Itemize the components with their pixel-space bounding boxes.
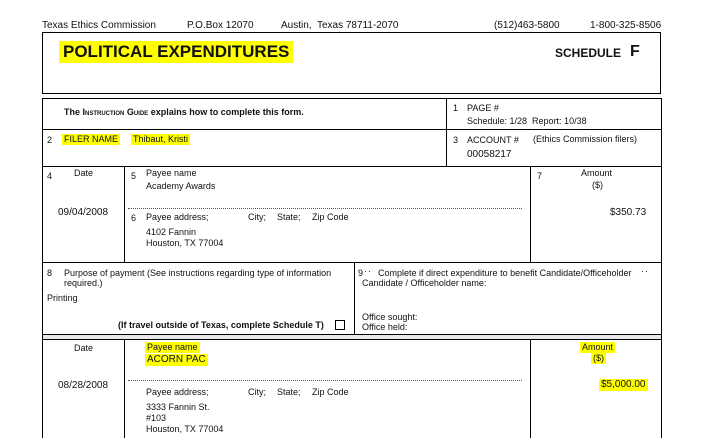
account-note: (Ethics Commission filers) — [533, 134, 638, 144]
purpose-num: 8 — [47, 268, 53, 278]
payee-dotted-rule — [128, 208, 522, 209]
amount-label: Amount — [581, 168, 613, 178]
instruction-text: The Instruction Guide explains how to complete this form. — [64, 107, 304, 117]
entry2-amount-label: Amount — [582, 342, 614, 352]
org-name: Texas Ethics Commission — [42, 20, 156, 31]
rule-3 — [42, 166, 662, 167]
schedule-letter: F — [630, 43, 640, 60]
travel-checkbox[interactable] — [335, 320, 345, 330]
entry2-payee: ACORN PAC — [147, 354, 206, 365]
entry2-date: 08/28/2008 — [58, 380, 109, 391]
account-value: 00058217 — [467, 149, 512, 160]
entry2-state-label: State; — [277, 387, 301, 397]
page-divider — [446, 98, 447, 166]
office-held-label: Office held: — [362, 322, 408, 332]
payee-label: Payee name — [146, 168, 197, 178]
page-value: Schedule: 1/28 Report: 10/38 — [467, 116, 587, 126]
account-num: 3 — [453, 135, 459, 145]
state-label: State; — [277, 212, 301, 222]
office-sought-label: Office sought: — [362, 312, 418, 322]
city-address: Austin, Texas 78711-2070 — [281, 20, 399, 31]
form-right-border — [661, 98, 662, 438]
entry1-addr-line1: 4102 Fannin — [146, 227, 197, 237]
rule-6 — [42, 339, 662, 340]
entry2-city-label: City; — [248, 387, 266, 397]
entry2-addr-label: Payee address; — [146, 387, 209, 397]
entry2-addr-line1: 3333 Fannin St. — [146, 402, 210, 412]
phone-tollfree: 1-800-325-8506 — [590, 20, 662, 31]
city-label: City; — [248, 212, 266, 222]
purpose-label-2: required.) — [64, 278, 103, 288]
form-title: POLITICAL EXPENDITURES — [59, 41, 293, 63]
entry1-payee: Academy Awards — [146, 181, 216, 191]
addr-num: 6 — [131, 213, 137, 223]
account-label: ACCOUNT # — [467, 135, 519, 145]
travel-note: (If travel outside of Texas, complete Schedule T) — [118, 320, 324, 330]
candidate-name-label: Candidate / Officeholder name: — [362, 278, 487, 288]
purpose-label: Purpose of payment (See instructions regarding type of information — [64, 268, 332, 278]
amount-divider — [530, 166, 531, 262]
page-label: PAGE # — [467, 103, 499, 113]
candidate-num: 9 — [358, 268, 364, 278]
entry2-amount-divider — [530, 339, 531, 438]
candidate-label: Complete if direct expenditure to benefit Candidate/Officeholder — [378, 268, 632, 278]
entry2-zip-label: Zip Code — [312, 387, 349, 397]
date-divider — [124, 166, 125, 262]
entry2-payee-label: Payee name — [147, 342, 198, 352]
filer-name: Thibaut, Kristi — [133, 134, 189, 144]
amount-num: 7 — [537, 171, 543, 181]
po-box: P.O.Box 12070 — [187, 20, 254, 31]
top-rule — [42, 98, 662, 99]
candidate-divider — [354, 262, 355, 334]
form-left-border — [42, 98, 43, 438]
entry1-addr-line2: Houston, TX 77004 — [146, 238, 224, 248]
payee-num: 5 — [131, 171, 137, 181]
filer-num: 2 — [47, 135, 53, 145]
addr-label: Payee address; — [146, 212, 209, 222]
rule-4 — [42, 262, 662, 263]
entry2-addr-line2: #103 — [146, 413, 167, 423]
entry2-dotted-rule — [128, 380, 522, 381]
phone-local: (512)463-5800 — [494, 20, 560, 31]
date-num: 4 — [47, 171, 53, 181]
candidate-dots-end: ·· — [641, 266, 649, 276]
date-label: Date — [74, 168, 94, 178]
page-num: 1 — [453, 103, 459, 113]
candidate-dots: ·· — [364, 266, 372, 276]
entry1-purpose: Printing — [47, 293, 78, 303]
entry2-amount: $5,000.00 — [601, 379, 646, 390]
entry1-amount: $350.73 — [610, 207, 647, 218]
schedule-label: SCHEDULE — [555, 46, 622, 60]
amount-unit: ($) — [592, 180, 603, 190]
entry2-amount-unit: ($) — [593, 353, 604, 363]
rule-2 — [42, 129, 662, 130]
entry1-date: 09/04/2008 — [58, 207, 109, 218]
filer-label: FILER NAME — [64, 134, 119, 144]
zip-label: Zip Code — [312, 212, 349, 222]
entry2-addr-line3: Houston, TX 77004 — [146, 424, 224, 434]
entry2-date-divider — [124, 339, 125, 438]
entry2-date-label: Date — [74, 343, 94, 353]
